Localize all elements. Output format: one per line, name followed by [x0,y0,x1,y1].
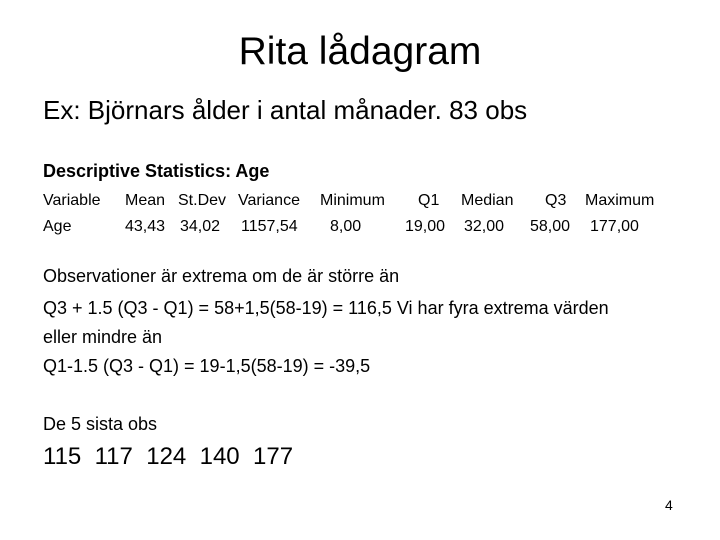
stats-heading: Descriptive Statistics: Age [43,161,270,181]
stats-value-maximum: 177,00 [590,218,639,235]
stats-header-minimum: Minimum [320,192,385,209]
stats-header-mean: Mean [125,192,166,209]
last-obs-label: De 5 sista obs [43,414,158,434]
page-number: 4 [665,497,673,513]
paragraph-line: eller mindre än [43,327,163,347]
stats-value-variable: Age [43,218,72,235]
stats-value-q3: 58,00 [530,218,571,235]
stats-header-variable: Variable [43,192,101,209]
stats-header-median: Median [461,192,514,209]
last-obs-value: 117 [94,443,133,470]
slide-title: Rita lådagram [238,30,482,73]
stats-value-q1: 19,00 [405,218,446,235]
stats-header-stdev: St.Dev [178,192,227,209]
last-obs-value: 177 [253,443,294,470]
stats-header-q3: Q3 [545,192,567,209]
stats-header-maximum: Maximum [585,192,655,209]
paragraph-line: Q3 + 1.5 (Q3 - Q1) = 58+1,5(58-19) = 116,5 Vi har fyra extrema värden [43,298,609,318]
stats-value-variance: 1157,54 [241,218,298,235]
slide-subtitle: Ex: Björnars ålder i antal månader. 83 obs [43,95,528,125]
paragraph-line: Q1-1.5 (Q3 - Q1) = 19-1,5(58-19) = -39,5 [43,356,371,376]
stats-value-mean: 43,43 [125,218,166,235]
paragraph-line: Observationer är extrema om de är större än [43,266,400,286]
last-obs-values [43,443,293,471]
stats-value-median: 32,00 [464,218,505,235]
stats-header-q1: Q1 [418,192,440,209]
last-obs-value: 140 [199,443,240,470]
last-obs-value: 115 [43,443,82,470]
stats-value-stdev: 34,02 [180,218,221,235]
stats-header-variance: Variance [238,192,300,209]
last-obs-value: 124 [146,443,187,470]
stats-value-minimum: 8,00 [330,218,362,235]
